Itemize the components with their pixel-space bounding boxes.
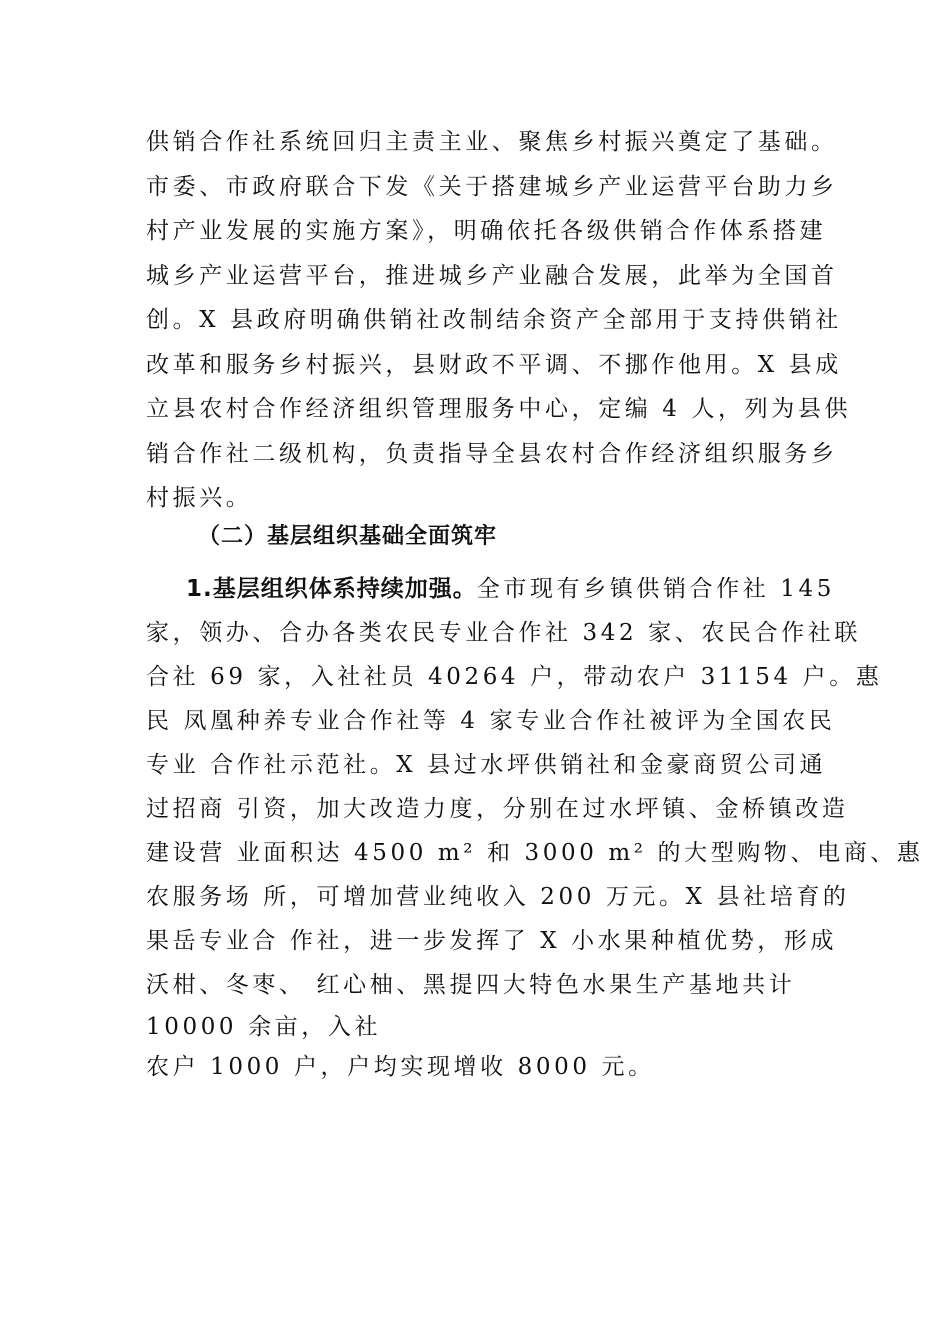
text-line: 村振兴。 (146, 485, 253, 511)
text-line: 建设营 业面积达 4500 m² 和 3000 m² 的大型购物、电商、惠 (146, 840, 924, 866)
text-line: 民 凤凰种养专业合作社等 4 家专业合作社被评为全国农民 (146, 708, 836, 734)
text-line: 沃柑、冬枣、 红心柚、黑提四大特色水果生产基地共计 (146, 972, 796, 998)
text-line: 过招商 引资，加大改造力度，分别在过水坪镇、金桥镇改造 (146, 796, 849, 822)
text-line: 合社 69 家，入社社员 40264 户，带动农户 31154 户。惠 (146, 664, 883, 690)
paragraph-lead: 1.基层组织体系持续加强。 (186, 576, 477, 602)
text-line: 立县农村合作经济组织管理服务中心，定编 4 人，列为县供 (146, 396, 852, 422)
text-line: 农户 1000 户，户均实现增收 8000 元。 (146, 1054, 655, 1080)
text-line: 城乡产业运营平台，推进城乡产业融合发展，此举为全国首 (146, 263, 838, 289)
text-line: 改革和服务乡村振兴，县财政不平调、不挪作他用。X 县成 (146, 352, 842, 378)
text-line: 村产业发展的实施方案》，明确依托各级供销合作体系搭建 (146, 218, 827, 244)
text-line: 家，领办、合办各类农民专业合作社 342 家、农民合作社联 (146, 620, 861, 646)
text-run: 全市现有乡镇供销合作社 145 (476, 576, 835, 602)
text-line-first (186, 574, 835, 604)
text-line: 果岳专业合 作社，进一步发挥了 X 小水果种植优势，形成 (146, 928, 838, 954)
text-line: 专业 合作社示范社。X 县过水坪供销社和金豪商贸公司通 (146, 752, 827, 778)
text-line: 农服务场 所，可增加营业纯收入 200 万元。X 县社培育的 (146, 884, 850, 910)
text-line: 创。X 县政府明确供销社改制结余资产全部用于支持供销社 (146, 307, 842, 333)
text-line: 销合作社二级机构，负责指导全县农村合作经济组织服务乡 (146, 441, 838, 467)
text-line: 10000 余亩，入社 (146, 1014, 382, 1040)
text-line: 市委、市政府联合下发《关于搭建城乡产业运营平台助力乡 (146, 174, 838, 200)
section-heading: （二）基层组织基础全面筑牢 (198, 524, 498, 549)
text-line: 供销合作社系统回归主责主业、聚焦乡村振兴奠定了基础。 (146, 129, 838, 155)
